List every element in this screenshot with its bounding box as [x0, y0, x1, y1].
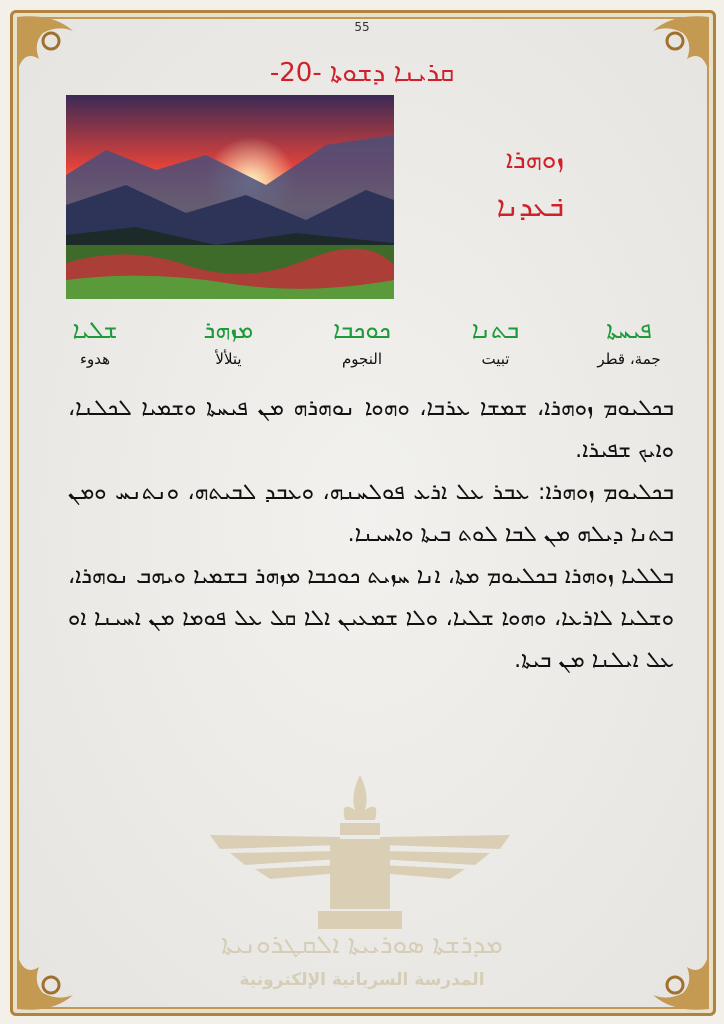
sunset-photo [66, 95, 394, 299]
vocab-syriac: ܡܙܗܪ [203, 316, 254, 344]
vocab-item [194, 316, 264, 368]
school-emblem-logo [190, 765, 530, 935]
paragraph: ܒܟܠܝܘܡ ܙܘܗܪܐ، ܫܡܫܐ ܥܪܒܐ، ܘܗܘܐ ܢܘܗܪܗ ܡܢ ܦܝܚܬܐ ܘܫܡܝܐ ܠܟܠܢܐ، ܘܐܝܟ ܫܦܝܪܐ. [68, 396, 674, 463]
vocab-arabic: يتلألأ [215, 350, 242, 368]
vocab-row [60, 316, 664, 368]
lesson-title: ܩܪܝܢܐ ܕܫܘܬܐ -20- [269, 58, 455, 88]
page-number: 55 [354, 20, 370, 34]
paragraph: ܒܠܠܝܐ ܙܘܗܪܐ ܒܟܠܝܘܡ ܡܬܐ، ܐܢܐ ܚܙܝܬ ܟܘܟܒܐ ܡܙܗܪ ܒܫܡܝܐ ܘܝܗܒ ܢܘܗܪܐ، ܘܫܠܝܐ ܠܐܪܥܐ، ܘܗܘܐ ܫܠܝܐ، ܘܠܐ ܫܡܥܝܢ ܐܠܐ ܩܠ ܥܠ ܦܘܡܐ ܡܢ ܐܚܝܢܐ ܐܘ ܥܠ ܐܝܠܢܐ ܡܢ ܒܝܬܐ. [68, 564, 674, 673]
vocab-arabic: النجوم [342, 350, 382, 368]
vocab-item [327, 316, 397, 368]
vocab-arabic: تبيت [481, 350, 510, 368]
vocab-arabic: هدوء [79, 350, 111, 368]
vocab-arabic: جمة، قطر [597, 350, 661, 368]
vocab-item [461, 316, 531, 368]
vocab-syriac: ܟܘܟܒܐ [333, 316, 391, 344]
label-zuhra: ܙܘܗܪܐ [505, 145, 564, 175]
school-name-arabic: المدرسة السريانية الإلكترونية [239, 970, 485, 990]
vocab-item [60, 316, 130, 368]
paragraph: ܒܟܠܝܘܡ ܙܘܗܪܐ: ܥܒܪ ܥܠ ܐܪܥ ܦܘܠܚܢܗ، ܘܥܒܕ ܠܒܝܬܗ، ܘܢܬܢܚ ܘܡܢ ܒܬܢܐ ܕܝܠܗ ܡܢ ܠܒܐ ܠܘܬ ܒܝܬܐ ܘܐܚܝܢܐ. [68, 480, 674, 547]
vocab-item [594, 316, 664, 368]
vocab-syriac: ܫܠܝܐ [72, 316, 118, 344]
vocab-syriac: ܦܝܚܬܐ [606, 316, 652, 344]
label-bedana: ܒ݁ܥܕܢܐ [496, 190, 564, 223]
vocab-syriac: ܒܬܢܐ [471, 316, 520, 344]
school-name-syriac: ܡܕܪܫܬܐ ܣܘܪܝܝܬܐ ܐܠܩܛܪܘܢܝܬܐ [221, 930, 503, 960]
reading-passage [68, 388, 674, 682]
